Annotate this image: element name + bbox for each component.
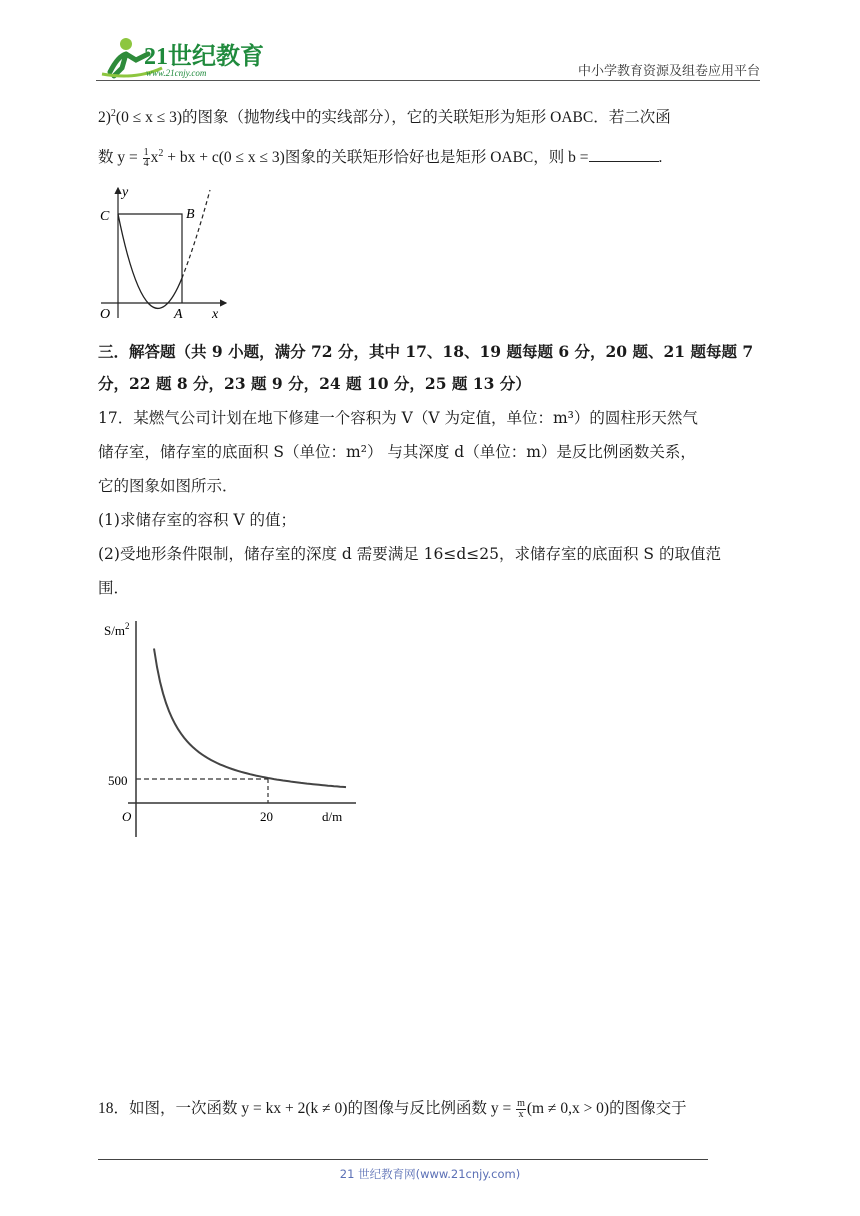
q16-line2-b: x	[150, 149, 159, 167]
q18-line-b: (m ≠ 0,x > 0)的图像交于	[526, 1100, 687, 1118]
label-a: A	[174, 307, 183, 322]
header-divider	[96, 80, 760, 81]
q18-frac-num: m	[517, 1098, 525, 1109]
q16-line1-b: (0 ≤ x ≤ 3)的图象（抛物线中的实线部分），它的关联矩形为矩形 OABC．若二次函	[115, 109, 671, 127]
q16-line1-sup: 2	[110, 108, 116, 119]
q16-frac-num: 1	[143, 147, 149, 159]
q17-line1: 17．某燃气公司计划在地下修建一个容积为 V（V 为定值，单位：m³）的圆柱形天然气	[98, 409, 698, 427]
q16-line2-sup: 2	[158, 148, 164, 159]
q16-fraction	[143, 148, 150, 169]
q18-line-a: 18．如图，一次函数 y = kx + 2(k ≠ 0)的图像与反比例函数 y =	[98, 1100, 516, 1118]
q18-line	[98, 1099, 687, 1120]
origin-label: O	[122, 809, 132, 824]
label-c: C	[100, 209, 110, 224]
rectangle-oabc	[118, 214, 182, 303]
q16-line2-end: .	[658, 149, 663, 167]
q17-part1: (1)求储存室的容积 V 的值；	[98, 511, 297, 529]
q16-line2-a: 数 y =	[98, 149, 142, 167]
parabola-solid	[118, 214, 182, 308]
q17-line2: 储存室，储存室的底面积 S（单位：m²） 与其深度 d（单位：m）是反比例函数关系，	[98, 443, 696, 461]
q18-frac-den: x	[518, 1109, 524, 1120]
label-o: O	[100, 307, 111, 322]
label-y: y	[122, 185, 129, 200]
q17-part2-line2: 围．	[98, 579, 130, 597]
logo-text: 21世纪教育	[144, 44, 264, 70]
site-logo	[96, 34, 266, 80]
footer-text: 21 世纪教育网(www.21cnjy.com)	[339, 1167, 521, 1181]
d-axis-label: d/m	[322, 809, 343, 824]
s-axis-label: $S/m^2$	[104, 621, 130, 638]
label-b: B	[186, 207, 195, 222]
q17-line3: 它的图象如图所示．	[98, 477, 238, 495]
label-x: x	[212, 307, 219, 322]
section3-heading-line2: 分，22 题 8 分，23 题 9 分，24 题 10 分，25 题 13 分）	[98, 374, 531, 393]
inverse-curve	[154, 649, 346, 788]
q18-fraction	[516, 1099, 526, 1120]
x-tick-20: 20	[260, 809, 273, 824]
parabola-dashed	[182, 190, 210, 278]
answer-blank	[589, 147, 659, 162]
q17-part2-line1: (2)受地形条件限制，储存室的深度 d 需要满足 16≤d≤25，求储存室的底面积 S 的取值范	[98, 545, 721, 563]
q16-frac-den: 4	[143, 158, 149, 170]
y-tick-500: 500	[108, 773, 128, 788]
q16-line1-a: 2)	[98, 109, 111, 127]
parabola-figure	[96, 182, 236, 322]
q16-line1	[98, 104, 671, 128]
section3-heading-line1: 三．解答题（共 9 小题，满分 72 分，其中 17、18、19 题每题 6 分，20 题、21 题每题 7	[98, 342, 754, 361]
q16-line2-c: + bx + c(0 ≤ x ≤ 3)图象的关联矩形恰好也是矩形 OABC，则 b =	[163, 149, 589, 167]
inverse-function-figure	[100, 615, 360, 845]
header-platform-text: 中小学教育资源及组卷应用平台	[577, 64, 760, 79]
runner-logo-icon	[96, 34, 266, 80]
logo-url: www.21cnjy.com	[146, 68, 207, 78]
footer-divider	[98, 1159, 708, 1160]
q16-line2	[98, 144, 662, 169]
